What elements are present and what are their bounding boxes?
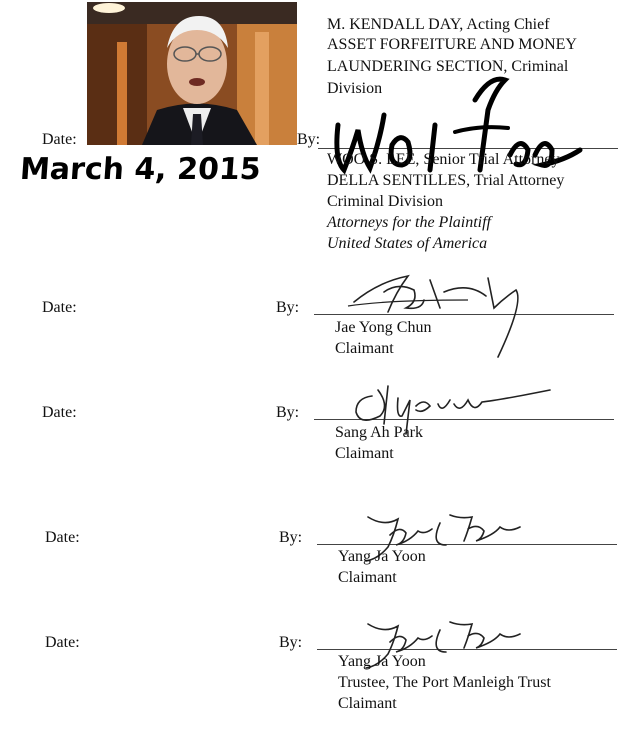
claimant-role: Claimant bbox=[338, 569, 397, 586]
claimant-role: Claimant bbox=[335, 340, 394, 357]
date-label: Date: bbox=[45, 634, 80, 651]
handwritten-date: March 4, 2015 bbox=[18, 152, 262, 187]
date-label: Date: bbox=[42, 299, 77, 316]
header-line: LAUNDERING SECTION, Criminal bbox=[327, 58, 569, 75]
header-line: ASSET FORFEITURE AND MONEY bbox=[327, 36, 577, 53]
portrait-photo bbox=[87, 2, 297, 145]
by-label: By: bbox=[297, 131, 321, 148]
date-label: Date: bbox=[42, 404, 77, 421]
by-label: By: bbox=[279, 634, 303, 651]
by-label: By: bbox=[276, 299, 300, 316]
trustee-title: Trustee, The Port Manleigh Trust bbox=[338, 674, 551, 691]
claimant-name: Sang Ah Park bbox=[335, 424, 423, 441]
header-line: Division bbox=[327, 80, 383, 97]
by-label: By: bbox=[276, 404, 300, 421]
claimant-role: Claimant bbox=[335, 445, 394, 462]
attorney-line: Criminal Division bbox=[327, 193, 443, 210]
date-label: Date: bbox=[45, 529, 80, 546]
attorney-line: DELLA SENTILLES, Trial Attorney bbox=[327, 172, 565, 189]
by-label: By: bbox=[279, 529, 303, 546]
attorney-role: Attorneys for the Plaintiff bbox=[327, 214, 491, 231]
claimant-name: Yang Ja Yoon bbox=[338, 653, 426, 670]
claimant-name: Yang Ja Yoon bbox=[338, 548, 426, 565]
claimant-name: Jae Yong Chun bbox=[335, 319, 432, 336]
attorney-line: WOO S. LEE, Senior Trial Attorney bbox=[327, 151, 560, 168]
attorney-role: United States of America bbox=[327, 235, 488, 252]
claimant-role: Claimant bbox=[338, 695, 397, 712]
header-line: M. KENDALL DAY, Acting Chief bbox=[327, 16, 550, 33]
date-label: Date: bbox=[42, 131, 77, 148]
